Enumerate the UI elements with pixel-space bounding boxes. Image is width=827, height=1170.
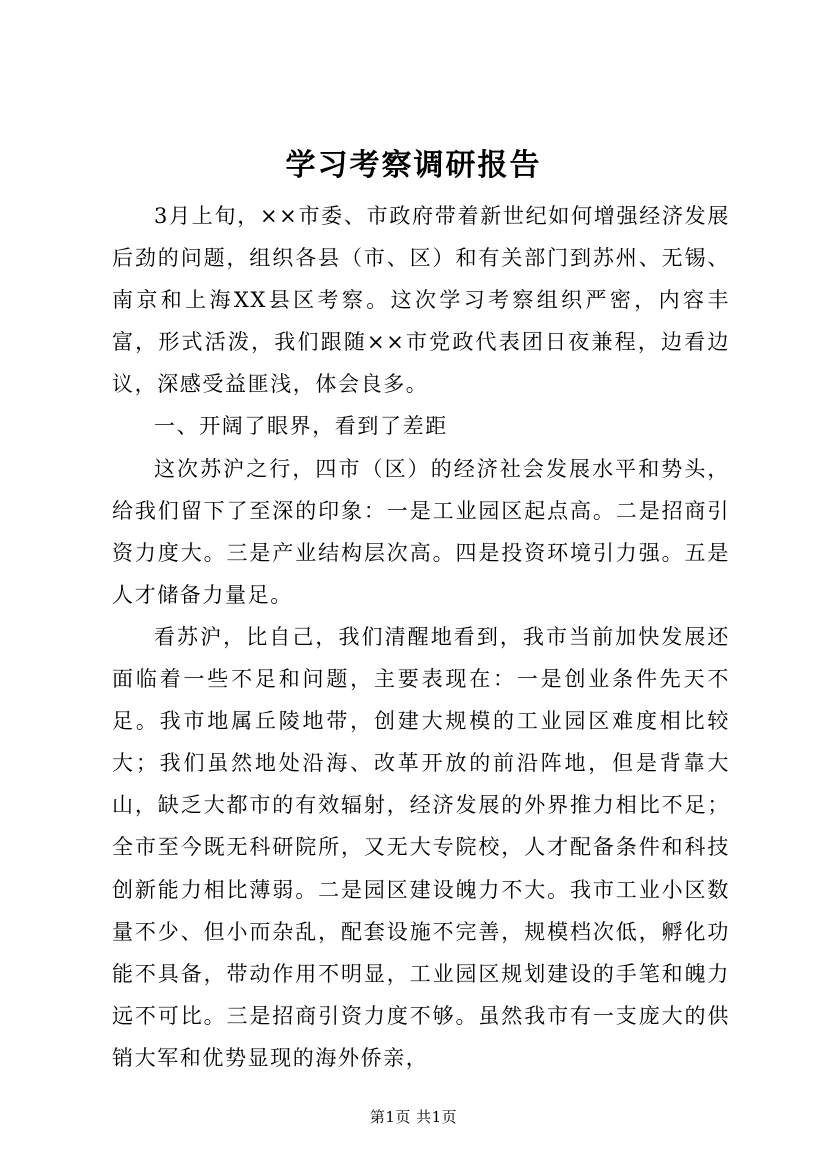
document-title: 学习考察调研报告 [285,148,542,183]
paragraph-intro: 3月上旬，××市委、市政府带着新世纪如何增强经济发展后劲的问题，组织各县（市、区）和有关部门到苏州、无锡、南京和上海XX县区考察。这次学习考察组织严密，内容丰富，形式活泼，我们跟随××市党政代表团日夜兼程，边看边议，深感受益匪浅，体会良多。 [112,204,730,397]
paragraph-impressions: 这次苏沪之行，四市（区）的经济社会发展水平和势头，给我们留下了至深的印象：一是工业园区起点高。二是招商引资力度大。三是产业结构层次高。四是投资环境引力强。五是人才储备力量足。 [112,456,730,607]
paragraph-problems: 看苏沪，比自己，我们清醒地看到，我市当前加快发展还面临着一些不足和问题，主要表现在：一是创业条件先天不足。我市地属丘陵地带，创建大规模的工业园区难度相比较大；我们虽然地处沿海、改革开放的前沿阵地，但是背靠大山，缺乏大都市的有效辐射，经济发展的外界推力相比不足；全市至今既无科研院所，又无大专院校，人才配备条件和科技创新能力相比薄弱。二是园区建设魄力不大。我市工业小区数量不少、但小而杂乱，配套设施不完善，规模档次低，孵化功能不具备，带动作用不明显，工业园区规划建设的手笔和魄力远不可比。三是招商引资力度不够。虽然我市有一支庞大的供销大军和优势显现的海外侨亲， [112,624,730,1070]
document-body [112,195,730,1079]
section-heading-1: 一、开阔了眼界，看到了差距 [154,414,448,439]
page-footer: 第1页 共1页 [369,1108,458,1126]
